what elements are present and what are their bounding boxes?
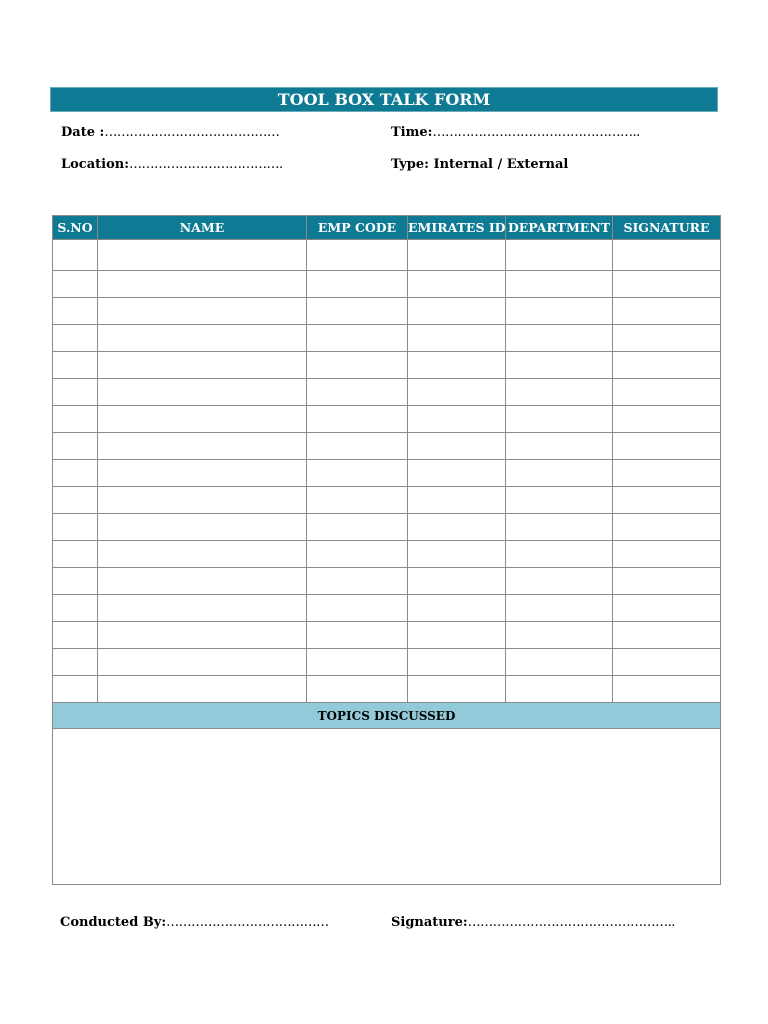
attendance-rows [53,240,721,703]
cell-emirates-id[interactable] [408,514,506,541]
cell-sno[interactable] [53,379,98,406]
cell-emp-code[interactable] [307,325,408,352]
cell-name[interactable] [98,676,307,703]
cell-sno[interactable] [53,460,98,487]
conducted-by-dots: ………………………………… [166,915,329,930]
cell-signature[interactable] [613,595,721,622]
col-header-emirates-id: EMIRATES ID [408,216,506,240]
cell-signature[interactable] [613,676,721,703]
cell-emirates-id[interactable] [408,487,506,514]
cell-emp-code[interactable] [307,487,408,514]
cell-name[interactable] [98,487,307,514]
cell-department[interactable] [506,271,613,298]
type-field[interactable] [391,157,568,172]
cell-sno[interactable] [53,298,98,325]
table-row [53,622,721,649]
col-header-department: DEPARTMENT [506,216,613,240]
cell-name[interactable] [98,595,307,622]
cell-emp-code[interactable] [307,433,408,460]
cell-emirates-id[interactable] [408,379,506,406]
cell-department[interactable] [506,379,613,406]
cell-signature[interactable] [613,568,721,595]
signature-label: Signature: [391,915,468,930]
cell-emirates-id[interactable] [408,595,506,622]
table-row [53,433,721,460]
cell-signature[interactable] [613,271,721,298]
conducted-by-field[interactable] [60,915,329,930]
cell-name[interactable] [98,406,307,433]
type-value: Internal / External [433,157,569,172]
cell-department[interactable] [506,568,613,595]
attendance-table [52,215,721,885]
cell-signature[interactable] [613,460,721,487]
cell-emp-code[interactable] [307,514,408,541]
cell-sno[interactable] [53,514,98,541]
cell-department[interactable] [506,622,613,649]
cell-emp-code[interactable] [307,298,408,325]
cell-sno[interactable] [53,325,98,352]
signature-field[interactable] [391,915,675,930]
type-label: Type: [391,157,429,172]
cell-sno[interactable] [53,240,98,271]
cell-name[interactable] [98,379,307,406]
cell-sno[interactable] [53,649,98,676]
cell-department[interactable] [506,460,613,487]
cell-signature[interactable] [613,622,721,649]
cell-emp-code[interactable] [307,460,408,487]
cell-emp-code[interactable] [307,676,408,703]
cell-emp-code[interactable] [307,649,408,676]
cell-sno[interactable] [53,622,98,649]
cell-name[interactable] [98,541,307,568]
table-header-row [53,216,721,240]
date-dots: …………………………………… [104,125,280,140]
cell-emirates-id[interactable] [408,541,506,568]
cell-sno[interactable] [53,595,98,622]
cell-sno[interactable] [53,676,98,703]
cell-name[interactable] [98,460,307,487]
table-row [53,460,721,487]
cell-sno[interactable] [53,271,98,298]
cell-department[interactable] [506,352,613,379]
cell-signature[interactable] [613,649,721,676]
cell-department[interactable] [506,595,613,622]
cell-department[interactable] [506,649,613,676]
cell-name[interactable] [98,352,307,379]
col-header-signature: SIGNATURE [613,216,721,240]
cell-emirates-id[interactable] [408,271,506,298]
cell-sno[interactable] [53,406,98,433]
col-header-name: NAME [98,216,307,240]
cell-department[interactable] [506,325,613,352]
table-row [53,325,721,352]
cell-signature[interactable] [613,406,721,433]
time-field[interactable] [391,125,640,140]
cell-department[interactable] [506,487,613,514]
cell-emp-code[interactable] [307,406,408,433]
table-row [53,595,721,622]
cell-emp-code[interactable] [307,352,408,379]
cell-signature[interactable] [613,325,721,352]
cell-name[interactable] [98,325,307,352]
cell-sno[interactable] [53,433,98,460]
table-row [53,487,721,514]
location-dots: ………………………………. [129,157,283,172]
topics-header-row [53,703,721,729]
cell-emp-code[interactable] [307,541,408,568]
cell-name[interactable] [98,568,307,595]
cell-name[interactable] [98,298,307,325]
cell-signature[interactable] [613,433,721,460]
location-label: Location: [61,157,130,172]
cell-name[interactable] [98,240,307,271]
cell-sno[interactable] [53,541,98,568]
cell-emirates-id[interactable] [408,433,506,460]
cell-department[interactable] [506,406,613,433]
table-row [53,298,721,325]
cell-emp-code[interactable] [307,568,408,595]
table-row [53,406,721,433]
topics-discussed-label: TOPICS DISCUSSED [53,703,721,729]
cell-name[interactable] [98,433,307,460]
cell-sno[interactable] [53,568,98,595]
cell-emirates-id[interactable] [408,325,506,352]
table-row [53,649,721,676]
cell-emirates-id[interactable] [408,240,506,271]
time-dots: ………………………………………….. [432,125,640,140]
table-row [53,240,721,271]
cell-emirates-id[interactable] [408,676,506,703]
table-row [53,568,721,595]
table-row [53,514,721,541]
table-row [53,541,721,568]
form-title: TOOL BOX TALK FORM [50,87,718,112]
table-row [53,379,721,406]
table-row [53,676,721,703]
date-label: Date : [61,125,105,140]
cell-name[interactable] [98,649,307,676]
col-header-emp-code: EMP CODE [307,216,408,240]
cell-signature[interactable] [613,298,721,325]
cell-emirates-id[interactable] [408,568,506,595]
cell-sno[interactable] [53,487,98,514]
cell-department[interactable] [506,514,613,541]
cell-department[interactable] [506,433,613,460]
cell-name[interactable] [98,271,307,298]
conducted-by-label: Conducted By: [60,915,167,930]
cell-signature[interactable] [613,541,721,568]
col-header-sno: S.NO [53,216,98,240]
signature-dots: ………………………………………….. [467,915,675,930]
date-field[interactable] [61,125,279,140]
cell-emirates-id[interactable] [408,622,506,649]
cell-emirates-id[interactable] [408,649,506,676]
cell-signature[interactable] [613,240,721,271]
topics-discussed-area[interactable] [53,729,721,885]
cell-sno[interactable] [53,352,98,379]
table-row [53,352,721,379]
cell-emirates-id[interactable] [408,298,506,325]
cell-signature[interactable] [613,352,721,379]
cell-emp-code[interactable] [307,271,408,298]
cell-emirates-id[interactable] [408,352,506,379]
cell-emp-code[interactable] [307,240,408,271]
cell-emirates-id[interactable] [408,406,506,433]
cell-signature[interactable] [613,487,721,514]
cell-name[interactable] [98,514,307,541]
table-row [53,271,721,298]
cell-emp-code[interactable] [307,595,408,622]
location-field[interactable] [61,157,283,172]
cell-department[interactable] [506,676,613,703]
topics-body-row [53,729,721,885]
cell-emp-code[interactable] [307,379,408,406]
time-label: Time: [391,125,433,140]
cell-name[interactable] [98,622,307,649]
cell-department[interactable] [506,240,613,271]
cell-signature[interactable] [613,379,721,406]
cell-department[interactable] [506,541,613,568]
cell-signature[interactable] [613,514,721,541]
cell-emirates-id[interactable] [408,460,506,487]
cell-department[interactable] [506,298,613,325]
cell-emp-code[interactable] [307,622,408,649]
